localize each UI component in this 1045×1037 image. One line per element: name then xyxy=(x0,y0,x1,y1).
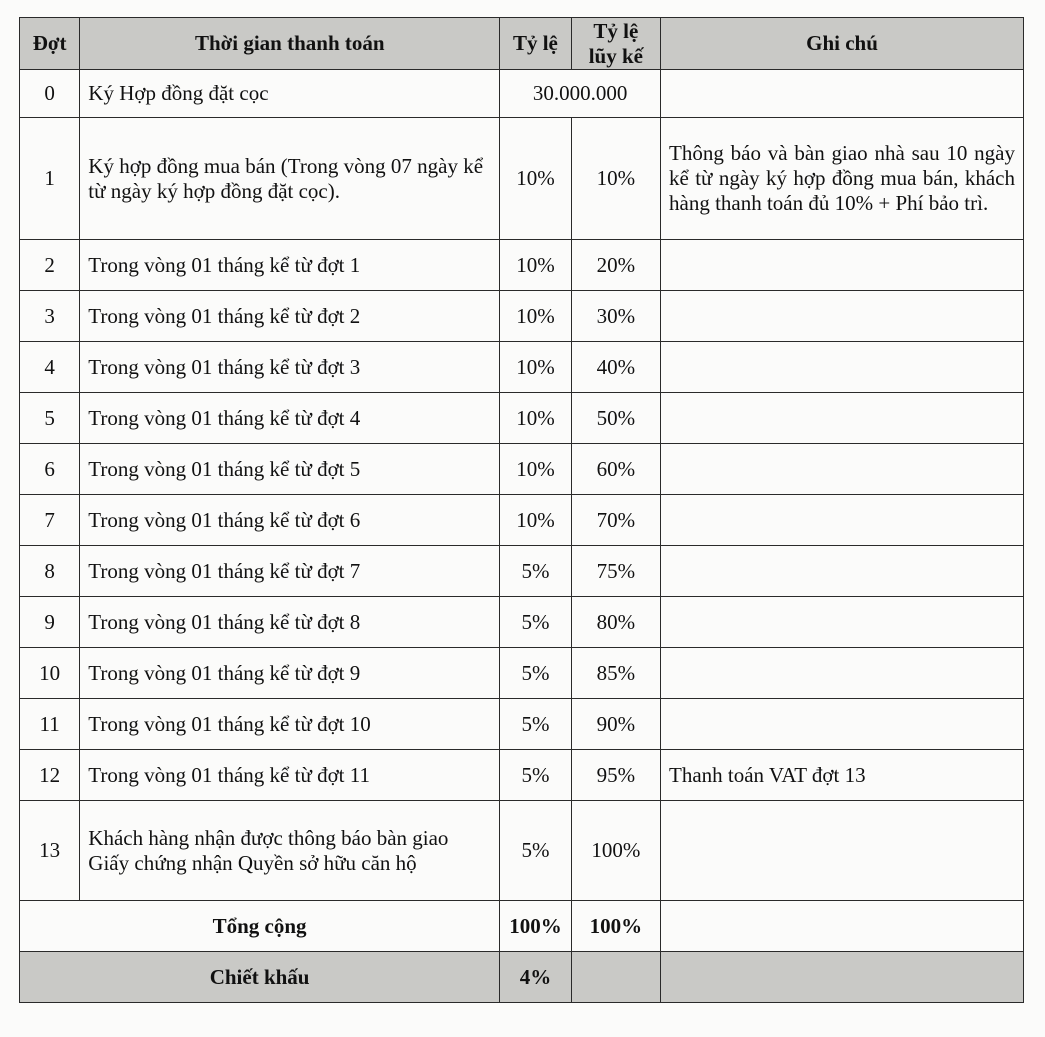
cell-payment-time: Trong vòng 01 tháng kể từ đợt 10 xyxy=(80,699,500,750)
header-note: Ghi chú xyxy=(661,18,1024,70)
cell-dot: 6 xyxy=(20,444,80,495)
cell-rate: 10% xyxy=(500,240,571,291)
cell-note xyxy=(661,597,1024,648)
header-payment-time: Thời gian thanh toán xyxy=(80,18,500,70)
cell-note xyxy=(661,444,1024,495)
cell-rate: 5% xyxy=(500,648,571,699)
cell-note xyxy=(661,70,1024,118)
table-row xyxy=(20,597,1024,648)
cell-dot: 2 xyxy=(20,240,80,291)
cell-cumulative-rate: 10% xyxy=(571,118,660,240)
cell-note xyxy=(661,393,1024,444)
table-row xyxy=(20,699,1024,750)
cell-payment-time: Trong vòng 01 tháng kể từ đợt 7 xyxy=(80,546,500,597)
header-cumulative-line1: Tỷ lệ xyxy=(593,18,639,43)
cell-payment-time: Trong vòng 01 tháng kể từ đợt 5 xyxy=(80,444,500,495)
cell-note: Thanh toán VAT đợt 13 xyxy=(661,750,1024,801)
table-row xyxy=(20,342,1024,393)
cell-rate: 10% xyxy=(500,393,571,444)
cell-rate: 10% xyxy=(500,495,571,546)
cell-dot: 12 xyxy=(20,750,80,801)
cell-note xyxy=(661,546,1024,597)
header-cumulative-line2: lũy kế xyxy=(588,43,643,68)
cell-dot: 11 xyxy=(20,699,80,750)
cell-dot: 1 xyxy=(20,118,80,240)
cell-cumulative-rate: 20% xyxy=(571,240,660,291)
cell-rate: 5% xyxy=(500,699,571,750)
cell-rate: 5% xyxy=(500,597,571,648)
table-row-discount xyxy=(20,952,1024,1003)
discount-cumulative xyxy=(571,952,660,1003)
cell-payment-time: Trong vòng 01 tháng kể từ đợt 3 xyxy=(80,342,500,393)
cell-note xyxy=(661,291,1024,342)
header-dot: Đợt xyxy=(20,18,80,70)
cell-cumulative-rate: 70% xyxy=(571,495,660,546)
table-row-total xyxy=(20,901,1024,952)
cell-payment-time: Khách hàng nhận được thông báo bàn giao Giấy chứng nhận Quyền sở hữu căn hộ xyxy=(80,801,500,901)
table-row xyxy=(20,648,1024,699)
table-row xyxy=(20,240,1024,291)
cell-note xyxy=(661,240,1024,291)
cell-note xyxy=(661,648,1024,699)
cell-dot: 5 xyxy=(20,393,80,444)
cell-cumulative-rate: 80% xyxy=(571,597,660,648)
cell-payment-time: Trong vòng 01 tháng kể từ đợt 11 xyxy=(80,750,500,801)
cell-dot: 10 xyxy=(20,648,80,699)
table-row xyxy=(20,291,1024,342)
cell-dot: 13 xyxy=(20,801,80,901)
table-row xyxy=(20,118,1024,240)
cell-cumulative-rate: 95% xyxy=(571,750,660,801)
cell-rate: 5% xyxy=(500,546,571,597)
header-rate: Tỷ lệ xyxy=(500,18,571,70)
discount-rate: 4% xyxy=(500,952,571,1003)
cell-cumulative-rate: 85% xyxy=(571,648,660,699)
total-cumulative: 100% xyxy=(571,901,660,952)
cell-dot: 8 xyxy=(20,546,80,597)
cell-payment-time: Trong vòng 01 tháng kể từ đợt 8 xyxy=(80,597,500,648)
cell-payment-time: Trong vòng 01 tháng kể từ đợt 2 xyxy=(80,291,500,342)
cell-cumulative-rate: 40% xyxy=(571,342,660,393)
cell-payment-time: Trong vòng 01 tháng kể từ đợt 9 xyxy=(80,648,500,699)
cell-dot: 0 xyxy=(20,70,80,118)
cell-cumulative-rate: 30% xyxy=(571,291,660,342)
cell-rate: 10% xyxy=(500,444,571,495)
cell-rate: 10% xyxy=(500,342,571,393)
cell-dot: 3 xyxy=(20,291,80,342)
cell-cumulative-rate: 100% xyxy=(571,801,660,901)
cell-rate: 5% xyxy=(500,750,571,801)
cell-cumulative-rate: 75% xyxy=(571,546,660,597)
cell-note xyxy=(661,699,1024,750)
header-cumulative-rate xyxy=(571,18,660,70)
payment-schedule-table xyxy=(19,17,1024,1003)
table-row xyxy=(20,393,1024,444)
table-row xyxy=(20,495,1024,546)
cell-payment-time: Ký Hợp đồng đặt cọc xyxy=(80,70,500,118)
cell-rate: 5% xyxy=(500,801,571,901)
discount-note xyxy=(661,952,1024,1003)
table-row xyxy=(20,444,1024,495)
cell-payment-time: Trong vòng 01 tháng kể từ đợt 6 xyxy=(80,495,500,546)
cell-payment-time: Trong vòng 01 tháng kể từ đợt 4 xyxy=(80,393,500,444)
table-body xyxy=(20,70,1024,901)
cell-rate: 10% xyxy=(500,291,571,342)
cell-dot: 7 xyxy=(20,495,80,546)
table-header xyxy=(20,18,1024,70)
total-label: Tổng cộng xyxy=(20,901,500,952)
table-row xyxy=(20,750,1024,801)
cell-note xyxy=(661,342,1024,393)
cell-deposit-amount: 30.000.000 xyxy=(500,70,661,118)
cell-note xyxy=(661,801,1024,901)
table-row xyxy=(20,801,1024,901)
cell-dot: 4 xyxy=(20,342,80,393)
total-rate: 100% xyxy=(500,901,571,952)
cell-payment-time: Ký hợp đồng mua bán (Trong vòng 07 ngày kể từ ngày ký hợp đồng đặt cọc). xyxy=(80,118,500,240)
cell-cumulative-rate: 60% xyxy=(571,444,660,495)
cell-note xyxy=(661,495,1024,546)
table-row-deposit xyxy=(20,70,1024,118)
cell-rate: 10% xyxy=(500,118,571,240)
cell-note: Thông báo và bàn giao nhà sau 10 ngày kể từ ngày ký hợp đồng mua bán, khách hàng thanh toán đủ 10% + Phí bảo trì. xyxy=(661,118,1024,240)
discount-label: Chiết khấu xyxy=(20,952,500,1003)
cell-payment-time: Trong vòng 01 tháng kể từ đợt 1 xyxy=(80,240,500,291)
cell-cumulative-rate: 50% xyxy=(571,393,660,444)
cell-dot: 9 xyxy=(20,597,80,648)
table-row xyxy=(20,546,1024,597)
cell-cumulative-rate: 90% xyxy=(571,699,660,750)
total-note xyxy=(661,901,1024,952)
